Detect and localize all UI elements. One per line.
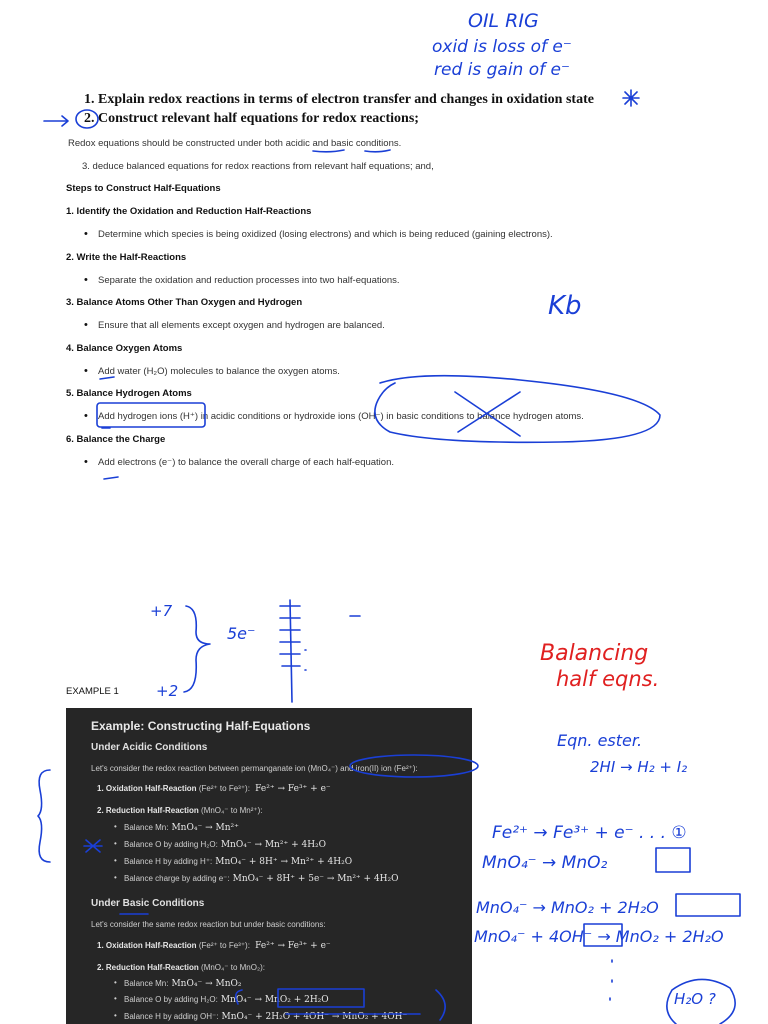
hw-arrow-objective2 [44,116,68,126]
hw-circle-ions [350,755,478,777]
hw-oxidation-scale [280,600,300,702]
step-3-title: 3. Balance Atoms Other Than Oxygen and Hydrogen [66,297,303,308]
hw-underline-electrons [104,477,118,479]
hw-h2o-question: H₂O ? [674,990,716,1008]
acidic-red-note: (MnO₄⁻ to Mn²⁺): [201,806,263,815]
basic-ox-label: 1. Oxidation Half-Reaction [97,941,197,950]
acidic-ox-note: (Fe²⁺ to Fe³⁺): [198,784,250,793]
hw-brace-oxidation [184,606,210,692]
hw-dots-right [610,960,612,1000]
acidic-b4-eq: MnO₄⁻ + 8H⁺ + 5e⁻ → Mn²⁺ + 4H₂O [232,874,399,884]
star-icon [623,90,639,106]
step-6-title: 6. Balance the Charge [66,434,166,445]
objective-1: 1. Explain redox reactions in terms of electron transfer and changes in oxidation state [84,92,594,107]
hw-plus7: +7 [150,602,173,620]
basic-b3-eq: MnO₄⁻ + 2H₂O + 4OH⁻ → MnO₂ + 4OH⁻ [221,1012,408,1022]
hw-box-2h2o [676,894,740,916]
step-2-title: 2. Write the Half-Reactions [66,252,187,263]
step-3-bullet: • Ensure that all elements except oxygen and hydrogen are balanced. [98,320,385,331]
basic-intro: Let's consider the same redox reaction but under basic conditions: [91,920,326,929]
hw-mno4-eq-a: MnO₄⁻ → MnO₂ [482,853,608,873]
step-6-bullet: • Add electrons (e⁻) to balance the overall charge of each half-equation. [98,457,394,468]
step-5-bullet: • Add hydrogen ions (H⁺) in acidic conditions or hydroxide ions (OH⁻) in basic conditions to balance hydrogen atoms. [98,411,584,422]
basic-b1-eq: MnO₄⁻ → MnO₂ [171,979,242,989]
step-2-bullet: • Separate the oxidation and reduction processes into two half-equations. [98,275,400,286]
hw-hi-equation: 2HI → H₂ + I₂ [590,758,688,776]
step-5-title: 5. Balance Hydrogen Atoms [66,388,192,399]
objective-2: 2. Construct relevant half equations for redox reactions; [84,111,419,126]
basic-ox-note: (Fe²⁺ to Fe³⁺): [198,941,250,950]
intro-note: Redox equations should be constructed under both acidic and basic conditions. [68,138,402,149]
hw-mno4-eq-c: MnO₄⁻ + 4OH⁻ → MnO₂ + 2H₂O [474,927,724,946]
example-label: EXAMPLE 1 [66,686,119,697]
hw-half-eqns: half eqns. [556,667,660,691]
acidic-b3-label: Balance H by adding H⁺: [124,857,213,866]
acidic-red-label: 2. Reduction Half-Reaction [97,806,199,815]
hw-box-mno2-2h2o [278,989,364,1007]
acidic-heading: Under Acidic Conditions [91,742,208,753]
hw-underline-acidic [313,150,344,152]
acidic-b4-label: Balance charge by adding e⁻: [124,874,230,883]
hw-oil-rig: OIL RIG [468,10,539,32]
acidic-b2-eq: MnO₄⁻ → Mn²⁺ + 4H₂O [220,840,327,850]
step-4-title: 4. Balance Oxygen Atoms [66,343,183,354]
hw-underline-basic [365,150,390,152]
hw-oxid-note: oxid is loss of e⁻ [432,37,572,57]
acidic-b3-eq: MnO₄⁻ + 8H⁺ → Mn²⁺ + 4H₂O [215,857,353,867]
basic-red-label: 2. Reduction Half-Reaction [97,963,199,972]
hw-eqn-ester: Eqn. ester. [557,731,643,750]
hw-brace-acidic [38,770,50,862]
basic-b2-label: Balance O by adding H₂O: [124,995,218,1004]
step-1-bullet: • Determine which species is being oxidized (losing electrons) and which is being reduced (gaining electrons). [98,229,553,240]
basic-b1-label: Balance Mn: [124,979,169,988]
hw-5e: 5e⁻ [227,624,256,643]
hw-loop-basic-conditions [375,376,660,443]
steps-title: Steps to Construct Half-Equations [66,183,221,194]
hw-mno4-eq-b: MnO₄⁻ → MnO₂ + 2H₂O [476,898,659,917]
panel-title: Example: Constructing Half-Equations [91,719,311,733]
basic-b3-label: Balance H by adding OH⁻: [124,1012,219,1021]
hw-fe-equation: Fe²⁺ → Fe³⁺ + e⁻ . . . ① [492,823,687,843]
hw-underline-oh [286,990,445,1020]
hw-star-panel [84,840,102,852]
hw-mark-panel [236,990,242,1004]
acidic-b1-eq: MnO₄⁻ → Mn²⁺ [171,823,239,833]
objective-3: 3. deduce balanced equations for redox reactions from relevant half equations; and, [82,161,434,172]
hw-empty-box [656,848,690,872]
basic-ox-eq: Fe²⁺ → Fe³⁺ + e⁻ [255,941,331,951]
acidic-b2-label: Balance O by adding H₂O: [124,840,218,849]
acidic-b1-label: Balance Mn: [124,823,169,832]
hw-underline-add [100,377,114,379]
acidic-intro: Let's consider the redox reaction between permanganate ion (MnO₄⁻) and iron(II) ion (Fe²⁺): [91,764,418,773]
basic-heading: Under Basic Conditions [91,898,205,909]
hw-box-hydrogen-ions [97,403,205,427]
hw-red-note: red is gain of e⁻ [434,60,570,80]
hw-dots [305,650,306,670]
step-4-bullet: • Add water (H₂O) molecules to balance the oxygen atoms. [98,366,340,377]
hw-balancing: Balancing [540,641,649,666]
basic-red-note: (MnO₄⁻ to MnO₂): [201,963,265,972]
hw-kb: Kb [548,291,582,321]
acidic-ox-label: 1. Oxidation Half-Reaction [97,784,197,793]
hw-cross-out [455,392,520,436]
basic-b2-eq: MnO₄⁻ → MnO₂ + 2H₂O [220,995,329,1005]
acidic-ox-eq: Fe²⁺ → Fe³⁺ + e⁻ [255,784,331,794]
step-1-title: 1. Identify the Oxidation and Reduction Half-Reactions [66,206,312,217]
hw-plus2: +2 [156,682,179,700]
hw-circle-2 [76,110,98,128]
